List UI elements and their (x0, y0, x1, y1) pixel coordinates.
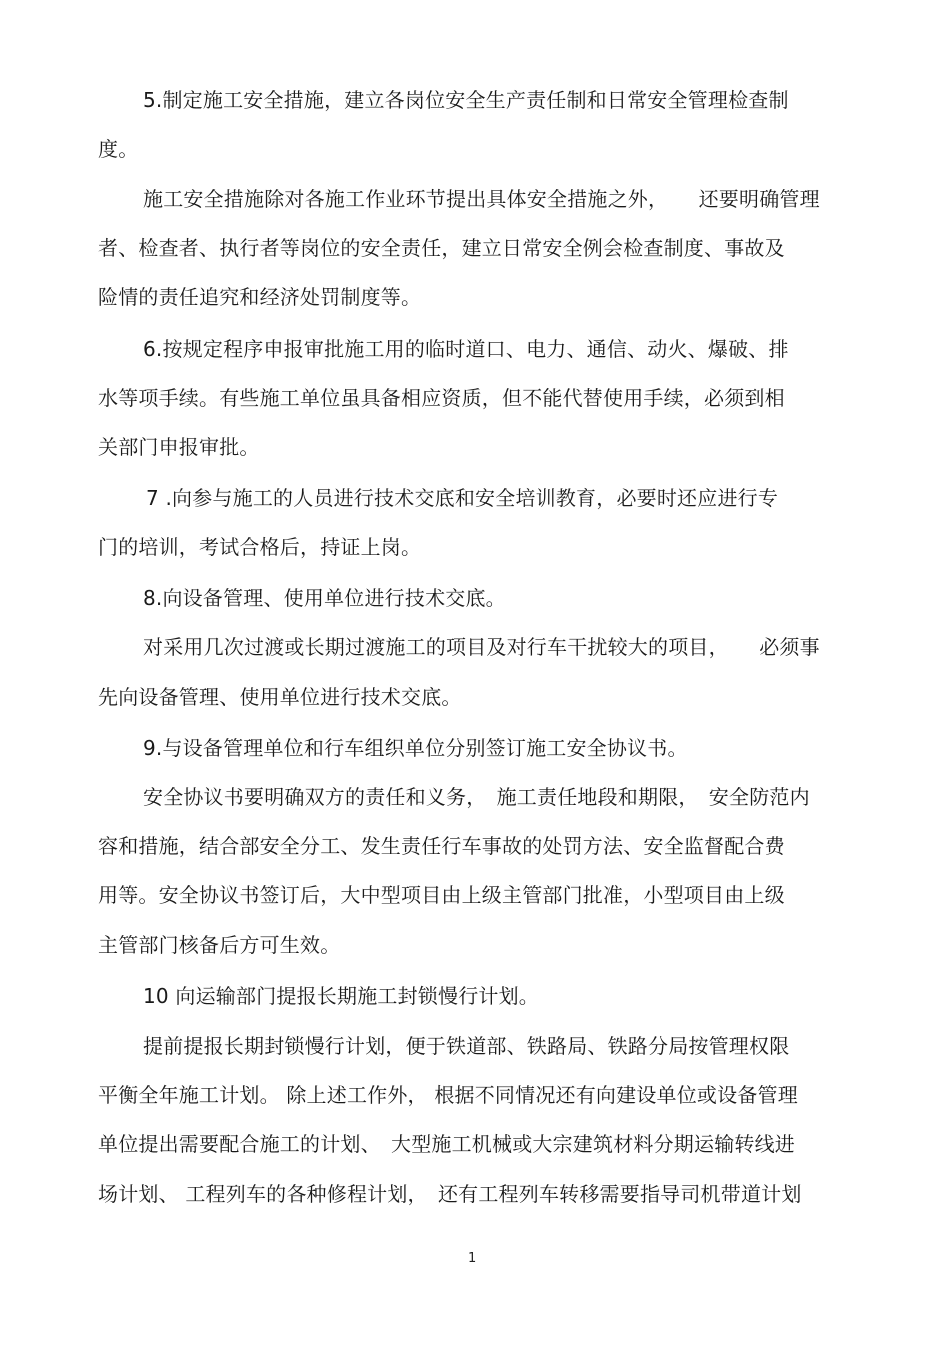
paragraph-line: 平衡全年施工计划。 除上述工作外， 根据不同情况还有向建设单位或设备管理 (98, 1083, 798, 1107)
paragraph-line: 门的培训，考试合格后，持证上岗。 (98, 535, 422, 559)
paragraph-line: 容和措施，结合部安全分工、发生责任行车事故的处罚方法、安全监督配合费 (98, 834, 785, 858)
paragraph-line: 9.与设备管理单位和行车组织单位分别签订施工安全协议书。 (143, 736, 688, 760)
paragraph-line: 提前提报长期封锁慢行计划，便于铁道部、铁路局、铁路分局按管理权限 (143, 1034, 790, 1058)
paragraph-line: 施工安全措施除对各施工作业环节提出具体安全措施之外， 还要明确管理 (143, 187, 820, 211)
paragraph-line: 险情的责任追究和经济处罚制度等。 (98, 285, 422, 309)
paragraph-line: 度。 (98, 137, 139, 161)
paragraph-line: 7 .向参与施工的人员进行技术交底和安全培训教育，必要时还应进行专 (146, 486, 779, 510)
page-number: 1 (468, 1251, 477, 1266)
paragraph-line: 水等项手续。有些施工单位虽具备相应资质，但不能代替使用手续，必须到相 (98, 386, 785, 410)
paragraph-line: 6.按规定程序申报审批施工用的临时道口、电力、通信、动火、爆破、排 (143, 337, 789, 361)
paragraph-line: 对采用几次过渡或长期过渡施工的项目及对行车干扰较大的项目， 必须事 (143, 635, 820, 659)
paragraph-line: 先向设备管理、使用单位进行技术交底。 (98, 685, 462, 709)
paragraph-line: 10 向运输部门提报长期施工封锁慢行计划。 (143, 984, 540, 1008)
paragraph-line: 8.向设备管理、使用单位进行技术交底。 (143, 586, 506, 610)
paragraph-line: 主管部门核备后方可生效。 (98, 933, 341, 957)
paragraph-line: 关部门申报审批。 (98, 435, 260, 459)
paragraph-line: 5.制定施工安全措施，建立各岗位安全生产责任制和日常安全管理检查制 (143, 88, 789, 112)
paragraph-line: 用等。安全协议书签订后，大中型项目由上级主管部门批准，小型项目由上级 (98, 883, 785, 907)
paragraph-line: 者、检查者、执行者等岗位的安全责任，建立日常安全例会检查制度、事故及 (98, 236, 785, 260)
paragraph-line: 安全协议书要明确双方的责任和义务， 施工责任地段和期限， 安全防范内 (143, 785, 810, 809)
paragraph-line: 场计划、 工程列车的各种修程计划， 还有工程列车转移需要指导司机带道计划 (98, 1182, 802, 1206)
paragraph-line: 单位提出需要配合施工的计划、 大型施工机械或大宗建筑材料分期运输转线进 (98, 1132, 795, 1156)
